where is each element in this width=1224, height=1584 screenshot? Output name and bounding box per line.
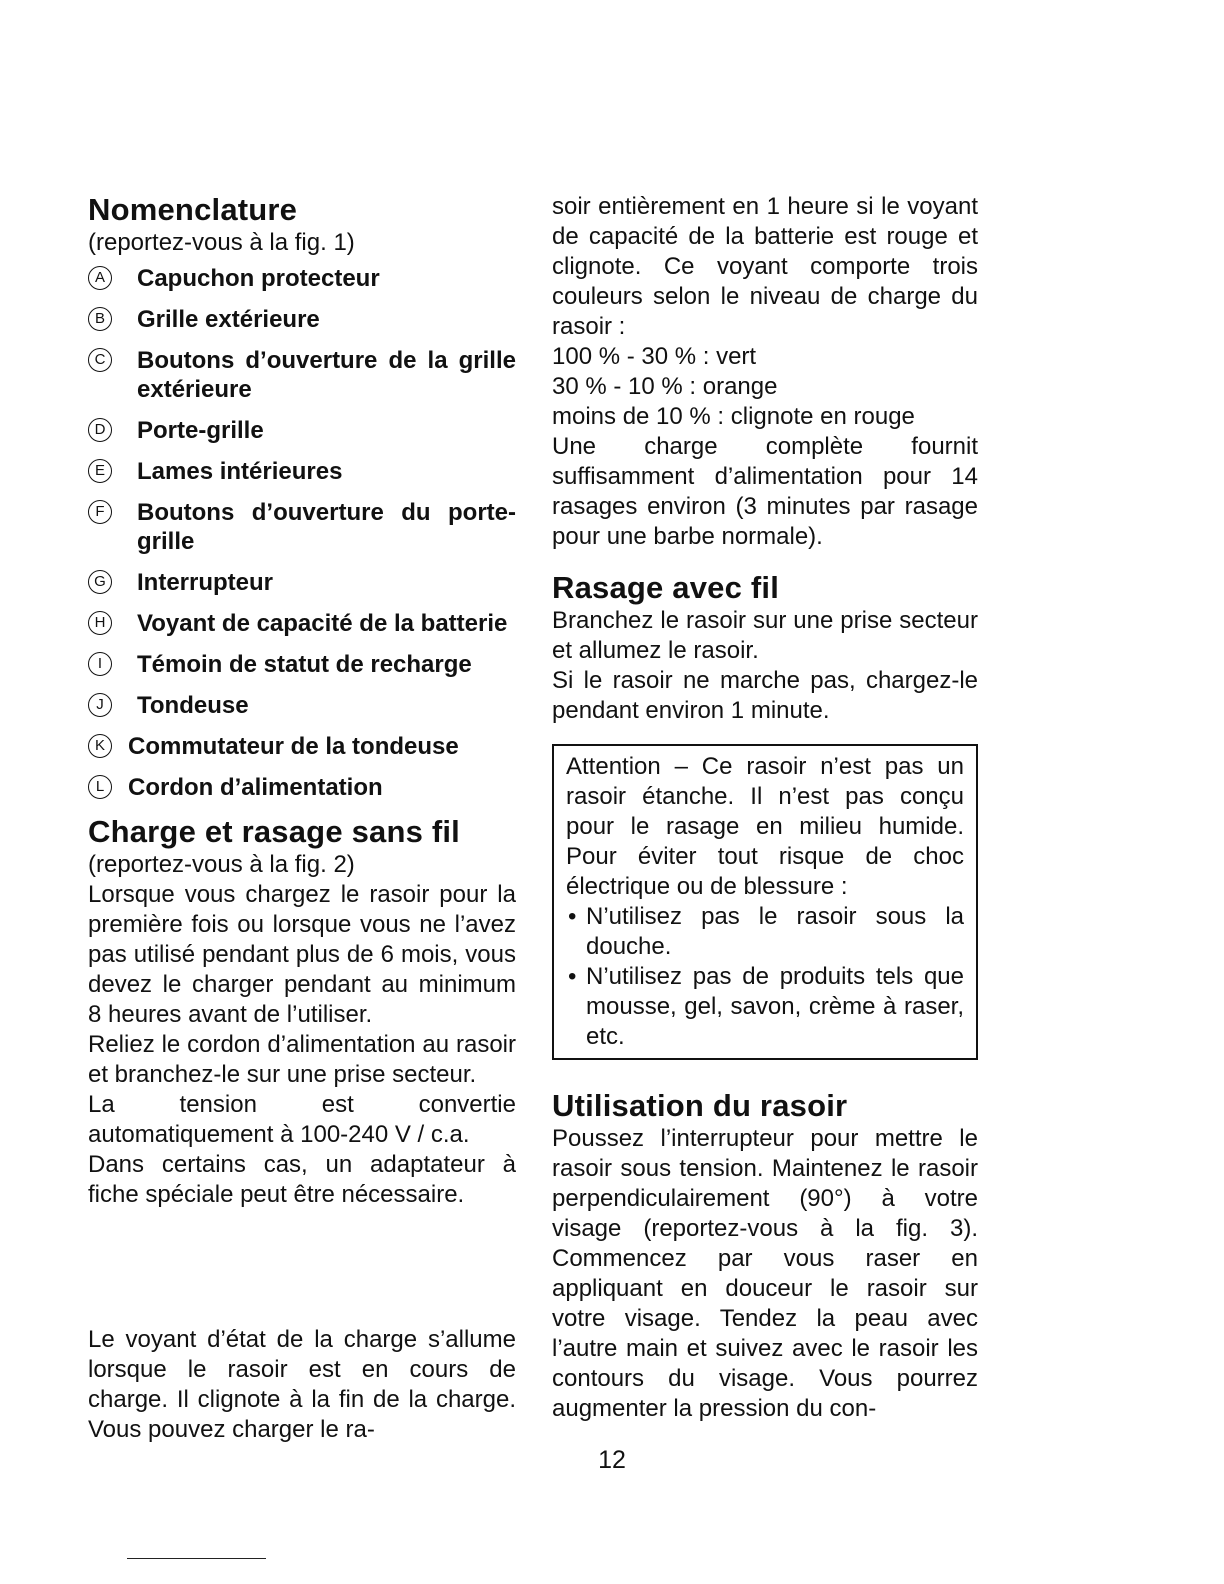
warning-box bbox=[552, 744, 978, 1060]
warning-list bbox=[566, 902, 964, 1052]
circled-letter-a: A bbox=[88, 266, 112, 290]
nomenclature-item-text: Commutateur de la tondeuse bbox=[128, 733, 459, 760]
page-number: 12 bbox=[598, 1446, 626, 1474]
nomenclature-item-text: Capuchon protecteur bbox=[137, 265, 380, 292]
nomenclature-heading: Nomenclature bbox=[88, 192, 298, 227]
charge-paragraph-6: Une charge complète fournit suffisamment d’alimentation pour 14 rasages environ (3 minutes par rasage pour une barbe normale). bbox=[552, 433, 978, 550]
charge-paragraph-5-left bbox=[88, 1325, 516, 1445]
corded-paragraph-2: Si le rasoir ne marche pas, chargez-le pendant environ 1 minute. bbox=[552, 667, 978, 724]
circled-letter-k: K bbox=[88, 734, 112, 758]
nomenclature-item-a bbox=[88, 264, 516, 293]
warning-bullet-1: • N’utilisez pas le rasoir sous la douche. bbox=[566, 902, 964, 962]
circled-letter-h: H bbox=[88, 611, 112, 635]
charge-paragraph-1: Lorsque vous chargez le rasoir pour la première fois ou lorsque vous ne l’avez pas utilisé pendant plus de 6 mois, vous devez le charger pendant au minimum 8 heures avant de l’utiliser. bbox=[88, 881, 516, 1028]
nomenclature-ref: (reportez-vous à la fig. 1) bbox=[88, 229, 355, 256]
nomenclature-item-text: Lames intérieures bbox=[137, 458, 343, 485]
nomenclature-item-b bbox=[88, 305, 516, 334]
circled-letter-e: E bbox=[88, 459, 112, 483]
nomenclature-item-k bbox=[88, 732, 516, 761]
circled-letter-l: L bbox=[88, 775, 112, 799]
circled-letter-g: G bbox=[88, 570, 112, 594]
nomenclature-item-text: Grille extérieure bbox=[137, 306, 320, 333]
left-column bbox=[88, 192, 516, 1210]
nomenclature-item-h bbox=[88, 609, 516, 638]
nomenclature-item-i bbox=[88, 650, 516, 679]
usage-heading: Utilisation du rasoir bbox=[552, 1088, 848, 1123]
nomenclature-item-e bbox=[88, 457, 516, 486]
charge-ref: (reportez-vous à la fig. 2) bbox=[88, 851, 355, 878]
charge-heading: Charge et rasage sans fil bbox=[88, 814, 460, 849]
usage-paragraph-1: Poussez l’interrupteur pour mettre le rasoir sous tension. Maintenez le rasoir perpendiculairement (90°) à votre visage (reportez-vous à la fig. 3). Commencez par vous raser en appliquant en douceur le rasoir sur votre visage. Tendez la peau avec l’autre main et suivez avec le rasoir les contours du visage. Vous pourrez augmenter la pression du con- bbox=[552, 1125, 978, 1422]
nomenclature-item-d bbox=[88, 416, 516, 445]
circled-letter-d: D bbox=[88, 418, 112, 442]
right-column bbox=[552, 192, 978, 1424]
nomenclature-item-text: Interrupteur bbox=[137, 569, 274, 596]
circled-letter-i: I bbox=[88, 652, 112, 676]
nomenclature-item-text: Porte-grille bbox=[137, 417, 264, 444]
charge-paragraph-3: La tension est convertie automatiquement à 100-240 V / c.a. bbox=[88, 1091, 516, 1148]
circled-letter-f: F bbox=[88, 500, 112, 524]
nomenclature-item-text: Boutons d’ouverture du porte-grille bbox=[137, 499, 516, 555]
nomenclature-item-text: Boutons d’ouverture de la grille extérieure bbox=[137, 347, 516, 403]
level-orange: 30 % - 10 % : orange bbox=[552, 373, 778, 400]
nomenclature-item-text: Tondeuse bbox=[137, 692, 249, 719]
level-red: moins de 10 % : clignote en rouge bbox=[552, 403, 915, 430]
nomenclature-item-text: Témoin de statut de recharge bbox=[137, 651, 472, 678]
circled-letter-j: J bbox=[88, 693, 112, 717]
nomenclature-item-g bbox=[88, 568, 516, 597]
corded-paragraph-1: Branchez le rasoir sur une prise secteur et allumez le rasoir. bbox=[552, 607, 978, 664]
charge-paragraph-4: Dans certains cas, un adaptateur à fiche spéciale peut être nécessaire. bbox=[88, 1151, 516, 1208]
charge-paragraph-2: Reliez le cordon d’alimentation au rasoir et branchez-le sur une prise secteur. bbox=[88, 1031, 516, 1088]
warning-intro: Attention – Ce rasoir n’est pas un rasoir étanche. Il n’est pas conçu pour le rasage en milieu humide. Pour éviter tout risque de choc électrique ou de blessure : bbox=[566, 753, 964, 900]
nomenclature-item-text: Voyant de capacité de la batterie bbox=[137, 610, 508, 637]
charge-paragraph-5-start: Le voyant d’état de la charge s’allume lorsque le rasoir est en cours de charge. Il clignote à la fin de la charge. Vous pouvez charger le ra- bbox=[88, 1326, 516, 1443]
circled-letter-b: B bbox=[88, 307, 112, 331]
corded-heading: Rasage avec fil bbox=[552, 570, 780, 605]
level-green: 100 % - 30 % : vert bbox=[552, 343, 757, 370]
nomenclature-item-l bbox=[88, 773, 516, 802]
nomenclature-item-j bbox=[88, 691, 516, 720]
nomenclature-item-f bbox=[88, 498, 516, 556]
footer-rule bbox=[127, 1558, 266, 1559]
charge-paragraph-5-end: soir entièrement en 1 heure si le voyant de capacité de la batterie est rouge et clignote. Ce voyant comporte trois couleurs selon le niveau de charge du rasoir : bbox=[552, 193, 978, 340]
nomenclature-item-text: Cordon d’alimentation bbox=[128, 774, 383, 801]
nomenclature-list bbox=[88, 264, 516, 802]
warning-bullet-2: • N’utilisez pas de produits tels que mousse, gel, savon, crème à raser, etc. bbox=[566, 962, 964, 1052]
circled-letter-c: C bbox=[88, 348, 112, 372]
nomenclature-item-c bbox=[88, 346, 516, 404]
